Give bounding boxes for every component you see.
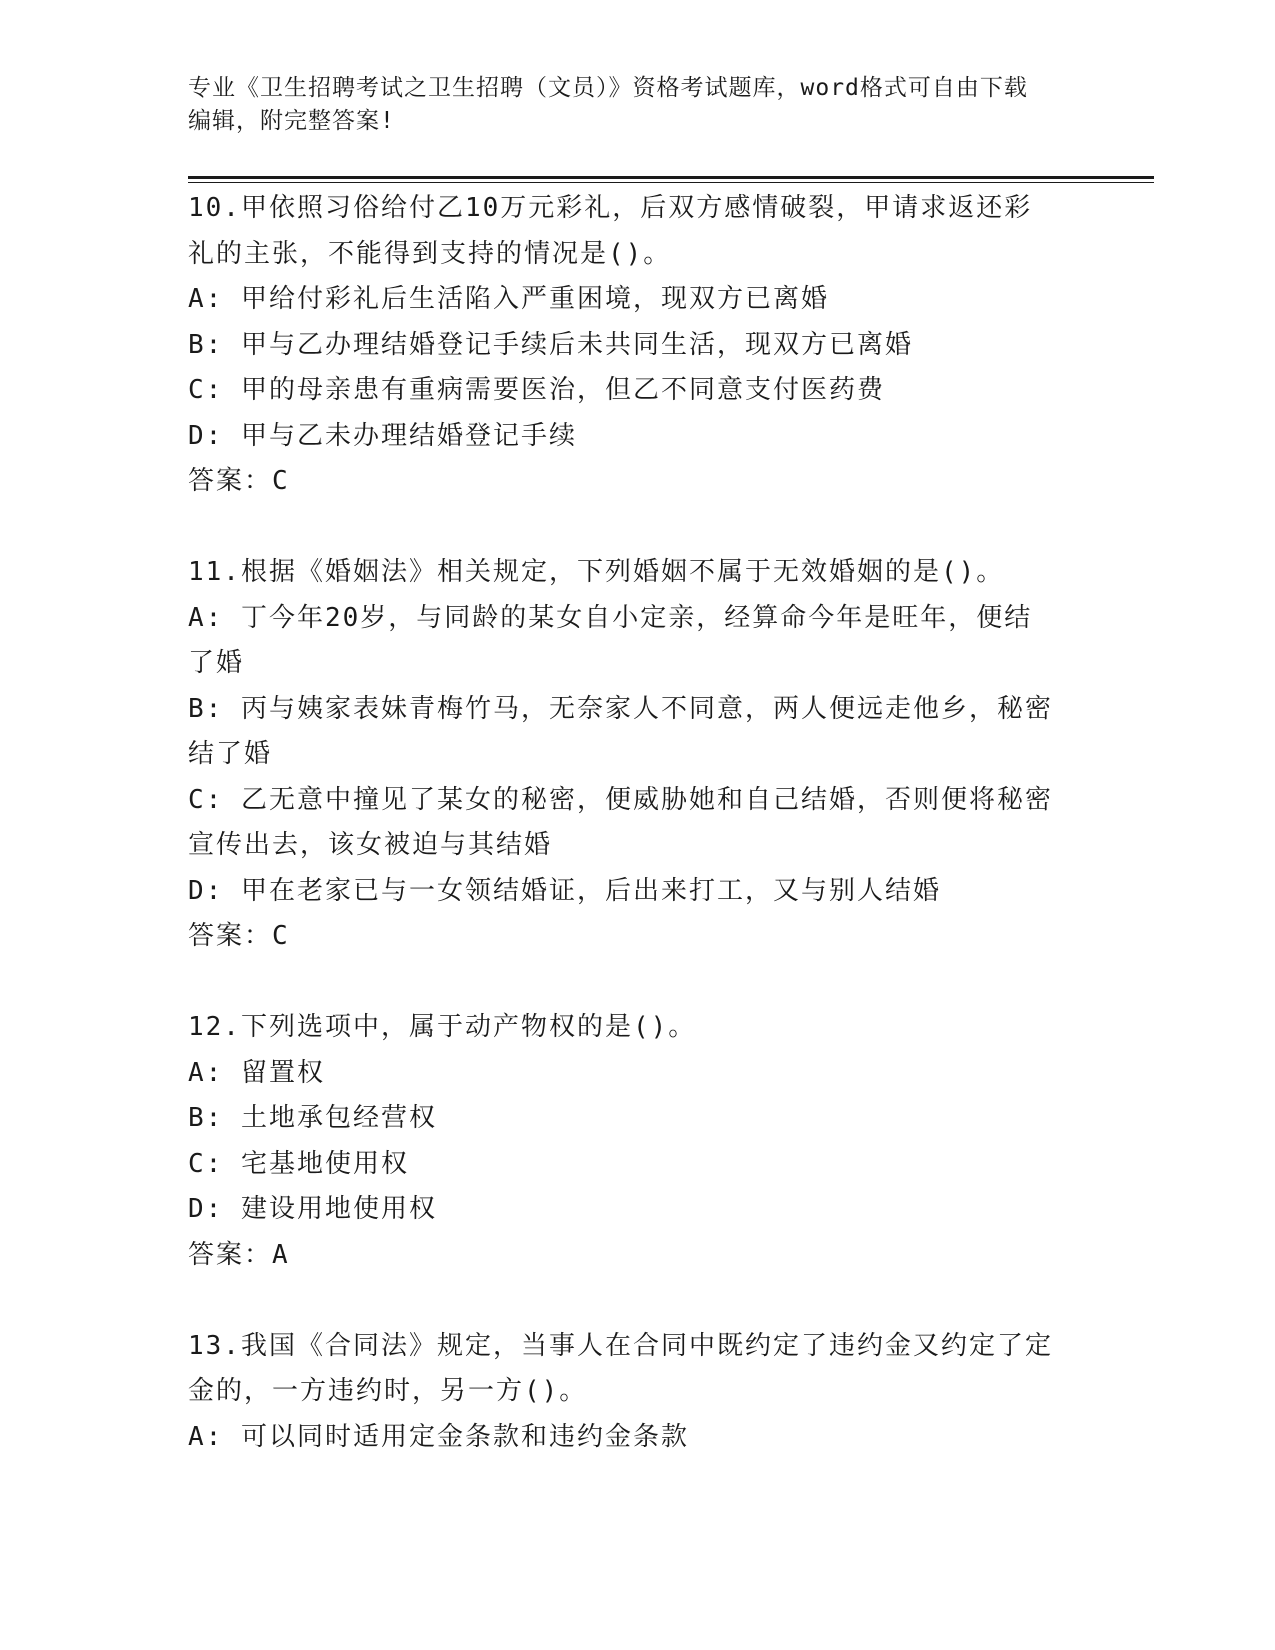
answer-key: 答案：A bbox=[188, 1239, 290, 1270]
answer-option: C: 乙无意中撞见了某女的秘密，便威胁她和自己结婚，否则便将秘密 bbox=[188, 784, 1053, 815]
answer-option: A: 丁今年20岁，与同龄的某女自小定亲，经算命今年是旺年，便结 bbox=[188, 602, 1033, 633]
header-divider bbox=[188, 176, 1154, 179]
question-block bbox=[188, 186, 1088, 505]
question-block bbox=[188, 1005, 1088, 1278]
question-list bbox=[188, 186, 1088, 1506]
answer-option: B: 丙与姨家表妹青梅竹马，无奈家人不同意，两人便远走他乡，秘密 bbox=[188, 693, 1053, 724]
question-block bbox=[188, 550, 1088, 960]
answer-option: D: 建设用地使用权 bbox=[188, 1194, 437, 1224]
question-stem: 金的，一方违约时，另一方()。 bbox=[188, 1376, 588, 1406]
question-stem: 10.甲依照习俗给付乙10万元彩礼，后双方感情破裂，甲请求返还彩 bbox=[188, 193, 1033, 223]
answer-option: 结了婚 bbox=[188, 739, 273, 769]
header-line: 编辑，附完整答案! bbox=[188, 108, 395, 134]
answer-option: A: 甲给付彩礼后生活陷入严重困境，现双方已离婚 bbox=[188, 284, 829, 314]
answer-key: 答案：C bbox=[188, 921, 290, 951]
answer-option: A: 可以同时适用定金条款和违约金条款 bbox=[188, 1421, 689, 1452]
answer-option: B: 土地承包经营权 bbox=[188, 1103, 437, 1133]
answer-option: B: 甲与乙办理结婚登记手续后未共同生活，现双方已离婚 bbox=[188, 329, 913, 360]
question-stem: 11.根据《婚姻法》相关规定，下列婚姻不属于无效婚姻的是()。 bbox=[188, 557, 1005, 587]
document-header bbox=[188, 72, 1088, 138]
header-divider-thin bbox=[188, 182, 1154, 183]
question-stem: 13.我国《合同法》规定，当事人在合同中既约定了违约金又约定了定 bbox=[188, 1330, 1053, 1361]
answer-option: 了婚 bbox=[188, 648, 245, 678]
answer-key: 答案：C bbox=[188, 466, 290, 496]
answer-option: D: 甲与乙未办理结婚登记手续 bbox=[188, 420, 577, 451]
answer-option: A: 留置权 bbox=[188, 1057, 325, 1088]
answer-option: C: 宅基地使用权 bbox=[188, 1148, 409, 1179]
answer-option: D: 甲在老家已与一女领结婚证，后出来打工，又与别人结婚 bbox=[188, 875, 941, 906]
answer-option: C: 甲的母亲患有重病需要医治，但乙不同意支付医药费 bbox=[188, 375, 885, 405]
answer-option: 宣传出去，该女被迫与其结婚 bbox=[188, 830, 553, 860]
question-block bbox=[188, 1324, 1088, 1461]
question-stem: 12.下列选项中，属于动产物权的是()。 bbox=[188, 1012, 697, 1042]
header-line: 专业《卫生招聘考试之卫生招聘（文员）》资格考试题库，word格式可自由下载 bbox=[188, 75, 1028, 101]
question-stem: 礼的主张，不能得到支持的情况是()。 bbox=[188, 238, 672, 269]
